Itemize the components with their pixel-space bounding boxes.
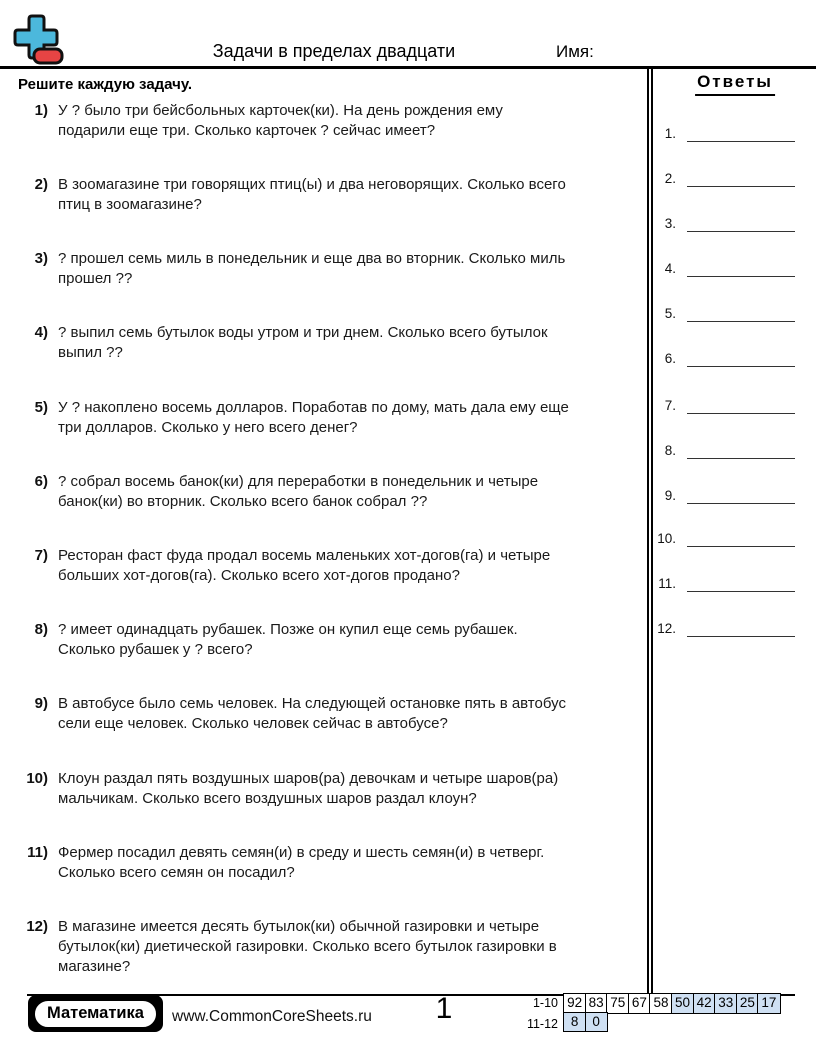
problem-item-2 bbox=[18, 175, 573, 215]
header-divider bbox=[0, 66, 816, 69]
answer-row-4 bbox=[652, 261, 795, 277]
problem-text: У ? было три бейсбольных карточек(ки). На день рождения ему подарили еще три. Сколько карточек ? сейчас имеет? bbox=[58, 102, 503, 139]
answer-number: 3. bbox=[664, 216, 676, 231]
answer-row-11 bbox=[652, 576, 795, 592]
score-cell: 0 bbox=[585, 1012, 608, 1033]
answer-blank-line bbox=[687, 576, 795, 592]
answer-number: 4. bbox=[664, 261, 676, 276]
answer-blank-line bbox=[687, 488, 795, 504]
problem-number: 10) bbox=[26, 770, 48, 787]
problem-item-12 bbox=[18, 917, 573, 977]
problem-item-1 bbox=[18, 101, 573, 141]
problem-item-4 bbox=[18, 323, 573, 363]
answer-blank-line bbox=[687, 261, 795, 277]
answer-blank-line bbox=[687, 171, 795, 187]
answer-blank-line bbox=[687, 621, 795, 637]
score-cell: 25 bbox=[736, 993, 759, 1014]
instructions: Решите каждую задачу. bbox=[18, 76, 193, 93]
problem-number: 9) bbox=[34, 695, 48, 712]
answer-row-12 bbox=[652, 621, 795, 637]
answer-row-10 bbox=[652, 531, 795, 547]
page-title: Задачи в пределах двадцати bbox=[212, 41, 456, 61]
problem-number: 2) bbox=[34, 176, 48, 193]
problem-item-9 bbox=[18, 694, 573, 734]
problem-item-6 bbox=[18, 472, 573, 512]
problem-text: Ресторан фаст фуда продал восемь маленьких хот-догов(га) и четыре больших хот-догов(га). Сколько всего хот-догов продано? bbox=[58, 547, 551, 584]
answer-row-6 bbox=[652, 351, 795, 367]
answer-number: 11. bbox=[658, 576, 676, 591]
score-table bbox=[514, 993, 781, 1034]
problem-text: ? выпил семь бутылок воды утром и три днем. Сколько всего бутылок выпил ?? bbox=[58, 324, 548, 361]
score-cell: 75 bbox=[606, 993, 629, 1014]
problem-item-8 bbox=[18, 620, 573, 660]
website-url: www.CommonCoreSheets.ru bbox=[172, 1008, 372, 1025]
problem-number: 5) bbox=[34, 399, 48, 416]
subject-badge bbox=[28, 995, 163, 1032]
answer-row-9 bbox=[652, 488, 795, 504]
score-cell: 17 bbox=[757, 993, 780, 1014]
page-number: 1 bbox=[435, 992, 453, 1025]
problem-item-3 bbox=[18, 249, 573, 289]
answer-blank-line bbox=[687, 306, 795, 322]
problem-text: ? собрал восемь банок(ки) для переработки в понедельник и четыре банок(ки) во вторник. Сколько всего банок собрал ?? bbox=[58, 473, 539, 510]
answer-blank-line bbox=[687, 531, 795, 547]
answer-number: 7. bbox=[664, 398, 676, 413]
answer-number: 5. bbox=[664, 306, 676, 321]
score-row-label: 1-10 bbox=[532, 996, 558, 1010]
problem-number: 12) bbox=[26, 918, 48, 935]
problem-text: В автобусе было семь человек. На следующей остановке пять в автобус сели еще человек. Сколько человек сейчас в автобусе? bbox=[58, 695, 566, 732]
problem-number: 4) bbox=[34, 324, 48, 341]
answer-row-2 bbox=[652, 171, 795, 187]
score-cell: 92 bbox=[563, 993, 586, 1014]
problem-text: ? прошел семь миль в понедельник и еще два во вторник. Сколько миль прошел ?? bbox=[58, 250, 566, 287]
subject-badge-label: Математика bbox=[33, 999, 158, 1029]
problem-text: Клоун раздал пять воздушных шаров(ра) девочкам и четыре шаров(ра) мальчикам. Сколько всего воздушных шаров раздал клоун? bbox=[58, 770, 559, 807]
answer-number: 12. bbox=[657, 621, 676, 636]
problem-number: 6) bbox=[34, 473, 48, 490]
answer-row-1 bbox=[652, 126, 795, 142]
problem-item-10 bbox=[18, 769, 573, 809]
score-row-11-12 bbox=[514, 1014, 781, 1034]
answer-blank-line bbox=[687, 126, 795, 142]
problem-number: 3) bbox=[34, 250, 48, 267]
answer-number: 1. bbox=[664, 126, 676, 141]
commoncoresheets-logo-icon bbox=[12, 13, 64, 67]
problem-number: 7) bbox=[34, 547, 48, 564]
answer-number: 10. bbox=[657, 531, 676, 546]
problem-text: В зоомагазине три говорящих птиц(ы) и два неговорящих. Сколько всего птиц в зоомагазине? bbox=[58, 176, 566, 213]
answer-row-3 bbox=[652, 216, 795, 232]
score-cell: 67 bbox=[628, 993, 651, 1014]
problem-number: 8) bbox=[34, 621, 48, 638]
score-cell: 83 bbox=[585, 993, 608, 1014]
score-cell: 33 bbox=[714, 993, 737, 1014]
problem-text: ? имеет одинадцать рубашек. Позже он купил еще семь рубашек. Сколько рубашек у ? всего? bbox=[58, 621, 518, 658]
answer-blank-line bbox=[687, 398, 795, 414]
score-cell: 8 bbox=[563, 1012, 586, 1033]
answer-blank-line bbox=[687, 216, 795, 232]
problem-item-7 bbox=[18, 546, 573, 586]
answer-row-8 bbox=[652, 443, 795, 459]
plus-minus-icon bbox=[12, 13, 64, 67]
score-cell: 58 bbox=[649, 993, 672, 1014]
problem-text: В магазине имеется десять бутылок(ки) обычной газировки и четыре бутылок(ки) диетической газировки. Сколько всего бутылок газировки в магазине? bbox=[58, 918, 557, 975]
problem-item-11 bbox=[18, 843, 573, 883]
score-cell: 42 bbox=[693, 993, 716, 1014]
answer-number: 6. bbox=[664, 351, 676, 366]
answer-number: 9. bbox=[664, 488, 676, 503]
answer-blank-line bbox=[687, 351, 795, 367]
problem-number: 11) bbox=[27, 844, 48, 861]
name-label: Имя: bbox=[556, 42, 594, 61]
problem-text: У ? накоплено восемь долларов. Поработав по дому, мать дала ему еще три долларов. Сколько у него всего денег? bbox=[58, 399, 569, 436]
score-cell: 50 bbox=[671, 993, 694, 1014]
answer-number: 8. bbox=[664, 443, 676, 458]
answer-row-7 bbox=[652, 398, 795, 414]
answer-blank-line bbox=[687, 443, 795, 459]
score-row-label: 11-12 bbox=[526, 1016, 558, 1031]
answer-row-5 bbox=[652, 306, 795, 322]
score-row-1-10 bbox=[514, 993, 781, 1014]
answers-title: Ответы bbox=[695, 72, 775, 96]
problem-text: Фермер посадил девять семян(и) в среду и шесть семян(и) в четверг. Сколько всего семян он посадил? bbox=[58, 844, 545, 881]
problem-item-5 bbox=[18, 398, 573, 438]
problem-number: 1) bbox=[34, 102, 48, 119]
answer-number: 2. bbox=[664, 171, 676, 186]
